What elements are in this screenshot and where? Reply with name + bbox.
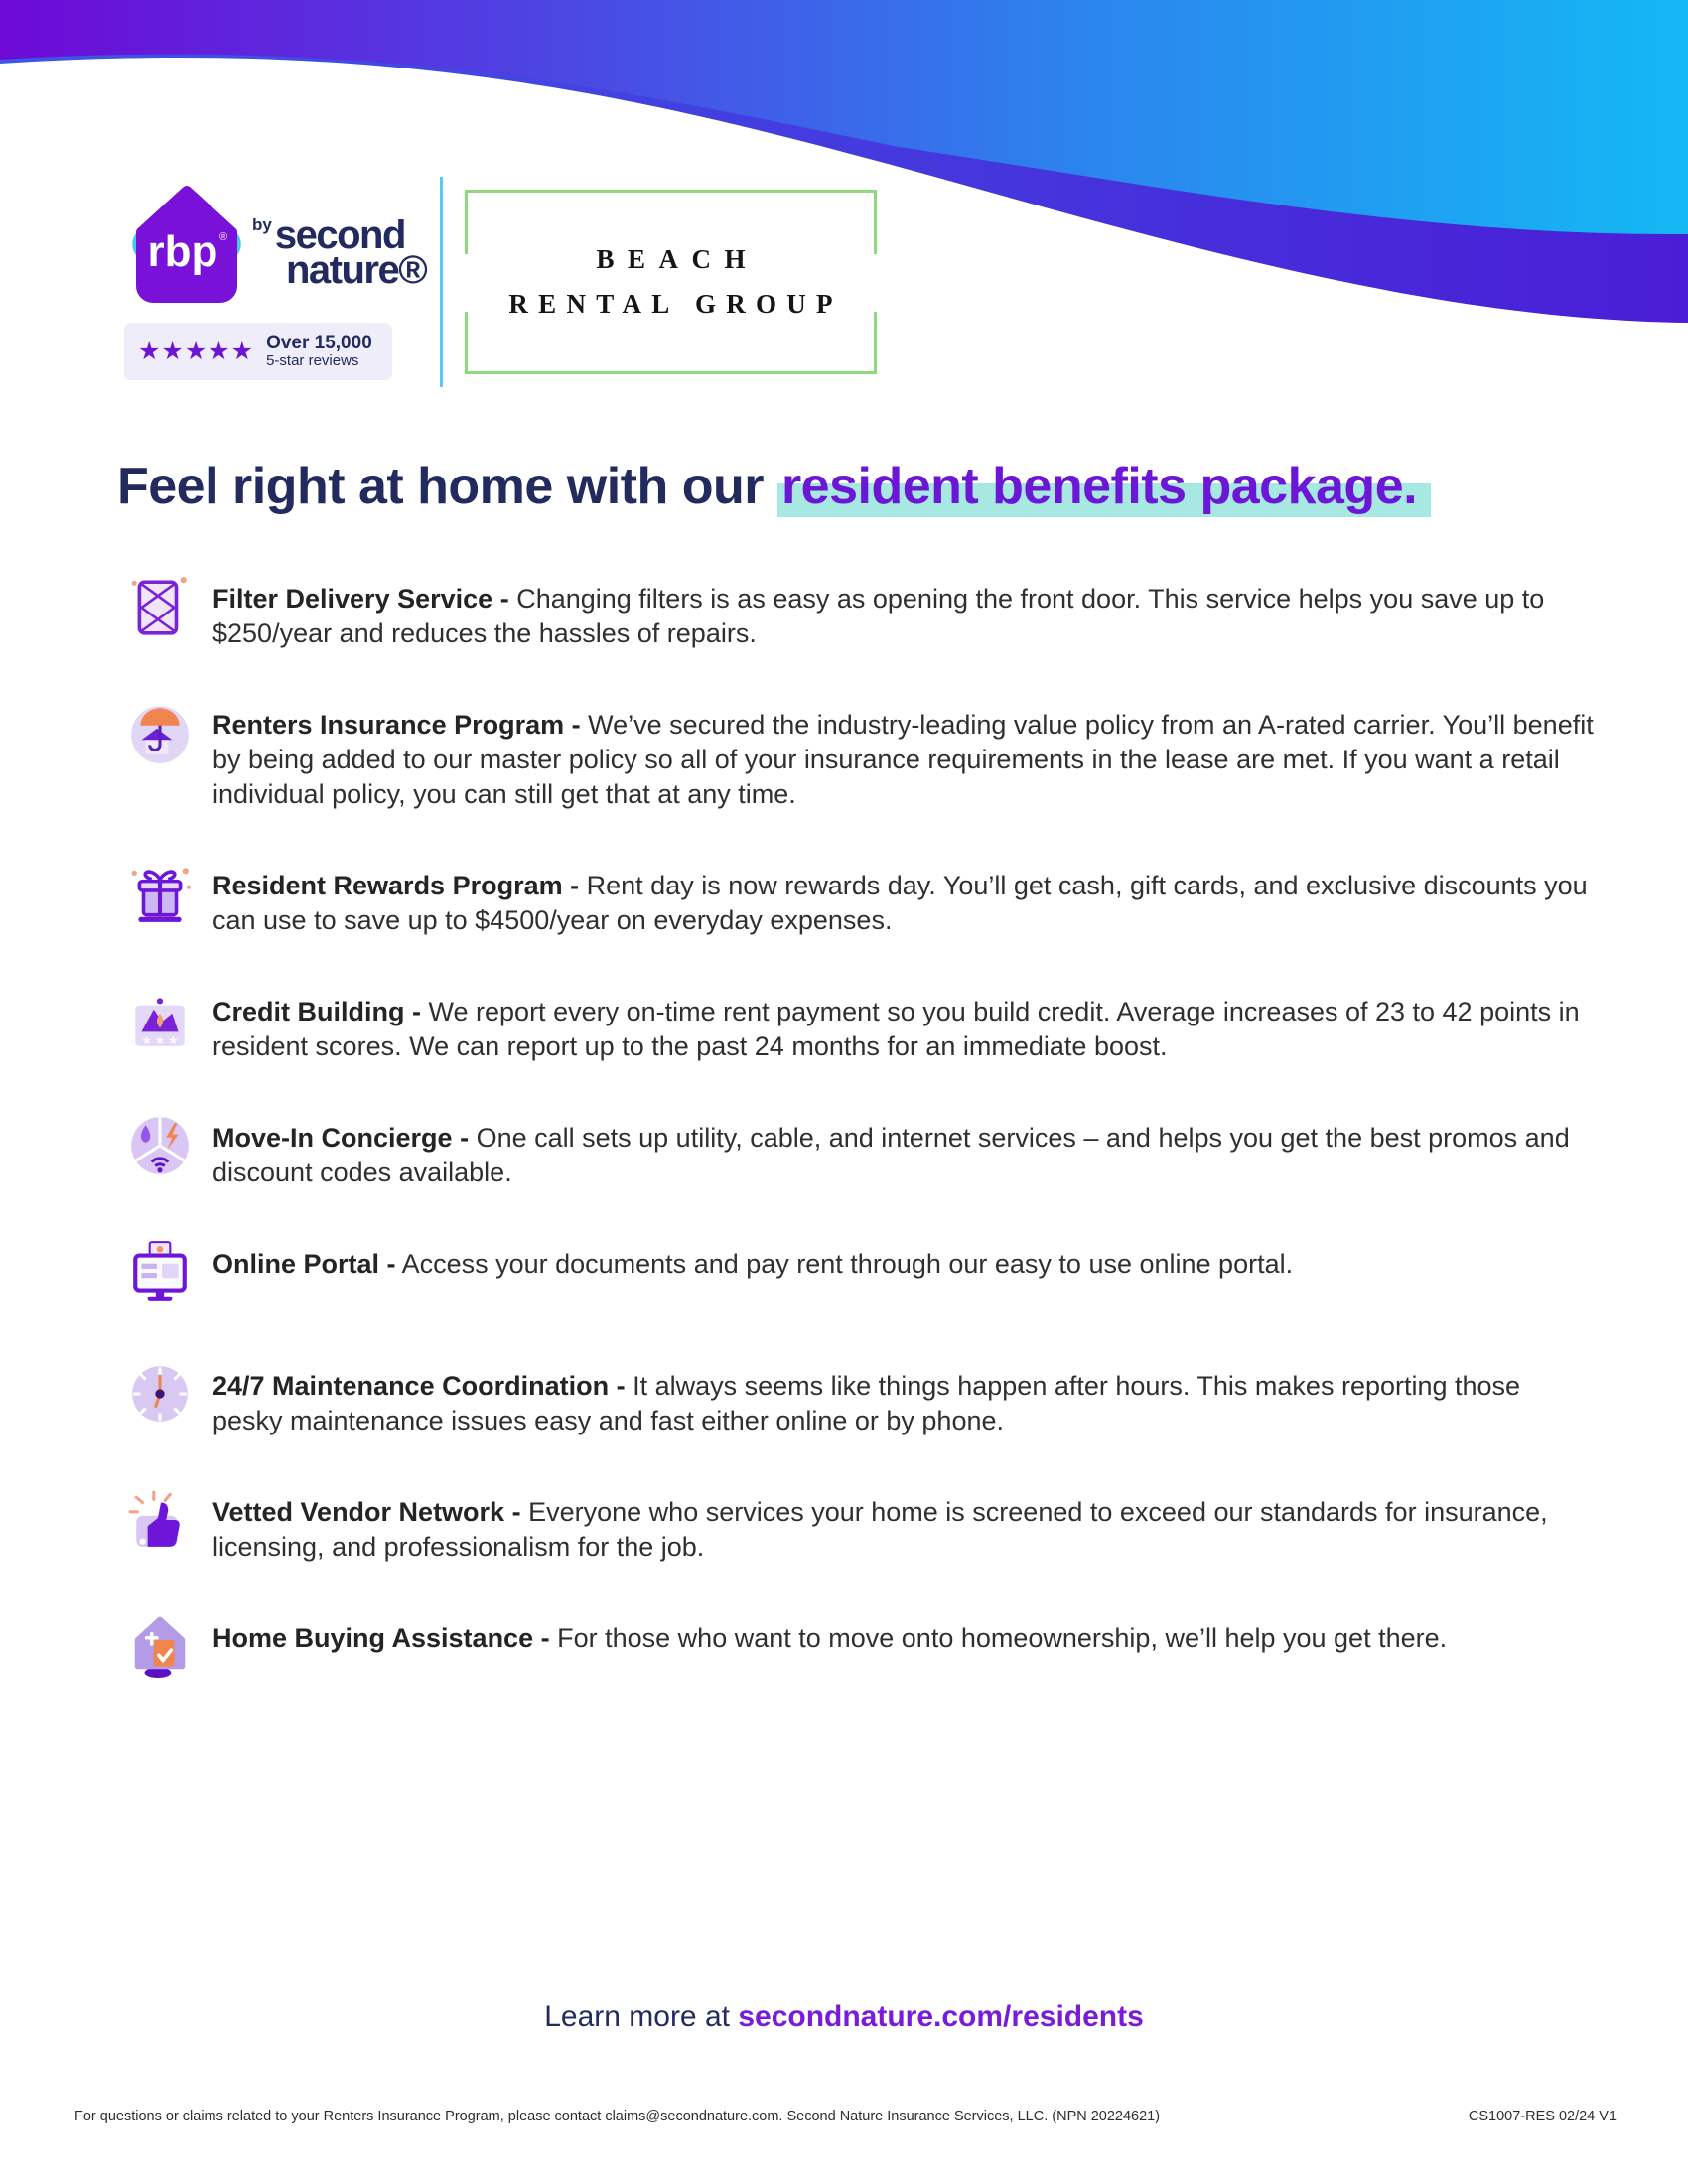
vertical-divider	[440, 177, 443, 387]
benefit-title: Vetted Vendor Network	[212, 1497, 505, 1527]
headline-prefix: Feel right at home with our	[117, 458, 764, 515]
benefit-description: It always seems like things happen after hours. This makes reporting those pesky maintenance issues easy and fast either online or by phone.	[212, 1371, 1521, 1435]
benefit-description: Changing filters is as easy as opening the front door. This service helps you save up to $250/year and reduces the hassles of repairs.	[212, 584, 1545, 648]
rbp-logo-icon	[117, 177, 252, 318]
benefit-title: 24/7 Maintenance Coordination	[212, 1371, 610, 1401]
benefit-item-filter-delivery: Filter Delivery Service - Changing filters is as easy as opening the front door. This service helps you save up to $250/year and reduces the hassles of repairs.	[127, 582, 1595, 651]
benefit-description: Everyone who services your home is screened to exceed our standards for insurance, licensing, and professionalism for the job.	[212, 1497, 1548, 1562]
learn-more-line	[0, 2000, 1688, 2034]
benefit-item-renters-insurance: Renters Insurance Program - We’ve secured the industry-leading value policy from an A-rated carrier. You’ll benefit by being added to our master policy so all of your insurance requirements in the lease are met. If you want a retail individual policy, you can still get that at any time.	[127, 708, 1595, 812]
benefit-description: For those who want to move onto homeownership, we’ll help you get there.	[557, 1623, 1448, 1653]
border-gap	[464, 254, 470, 312]
benefit-title: Home Buying Assistance	[212, 1623, 534, 1653]
monitor-icon	[127, 1239, 193, 1304]
benefit-title: Online Portal	[212, 1249, 380, 1279]
benefit-title: Resident Rewards Program	[212, 871, 563, 900]
benefit-item-move-in-concierge: Move-In Concierge - One call sets up utility, cable, and internet services – and helps you get the best promos and discount codes available.	[127, 1121, 1595, 1190]
border-gap	[872, 254, 878, 312]
benefit-item-credit-building: ★ ★ ★ Credit Building - We report every on-time rent payment so you build credit. Average increases of 23 to 42 points in resident scores. We can report up to the past 24 months for an immediate boost.	[127, 995, 1595, 1064]
second-nature-wordmark	[252, 213, 427, 293]
partner-name-line1: BEACH	[596, 244, 760, 274]
thumbs-up-icon	[127, 1487, 193, 1553]
benefit-title: Renters Insurance Program	[212, 710, 565, 740]
rbp-registered-mark: ®	[219, 231, 228, 243]
benefit-description: We’ve secured the industry-leading value policy from an A-rated carrier. You’ll benefit by being added to our master policy so all of your insurance requirements in the lease are met. If you want a retail individual policy, you can still get that at any time.	[212, 710, 1594, 809]
benefit-description: Rent day is now rewards day. You’ll get cash, gift cards, and exclusive discounts you can use to save up to $4500/year on everyday expenses.	[212, 871, 1588, 935]
gift-icon	[127, 861, 193, 926]
partner-name-line2: RENTAL GROUP	[508, 289, 843, 319]
credit-badge-icon	[127, 987, 193, 1052]
benefit-item-vendor-network: Vetted Vendor Network - Everyone who services your home is screened to exceed our standards for insurance, licensing, and professionalism for the job.	[127, 1495, 1595, 1565]
benefit-title: Credit Building	[212, 997, 405, 1026]
benefit-description: Access your documents and pay rent through our easy to use online portal.	[401, 1249, 1294, 1279]
brand-line2: nature®	[286, 248, 427, 293]
rbp-logo-text: rbp	[147, 227, 218, 276]
insurance-disclaimer: For questions or claims related to your Renters Insurance Program, please contact claims@secondnature.com. Second Nature Insurance Services, LLC. (NPN 20224621)	[74, 2109, 1161, 2124]
clock-icon	[127, 1361, 193, 1427]
benefit-title: Filter Delivery Service	[212, 584, 493, 614]
benefit-title: Move-In Concierge	[212, 1123, 453, 1153]
benefit-item-maintenance: 24/7 Maintenance Coordination - It always seems like things happen after hours. This makes reporting those pesky maintenance issues easy and fast either online or by phone.	[127, 1369, 1595, 1438]
benefit-item-home-buying: Home Buying Assistance - For those who want to move onto homeownership, we’ll help you get there.	[127, 1621, 1595, 1687]
learn-more-prefix: Learn more at	[544, 2000, 730, 2033]
benefit-description: One call sets up utility, cable, and internet services – and helps you get the best promos and discount codes available.	[212, 1123, 1570, 1187]
benefit-item-resident-rewards: Resident Rewards Program - Rent day is now rewards day. You’ll get cash, gift cards, and exclusive discounts you can use to save up to $4500/year on everyday expenses.	[127, 869, 1595, 938]
svg-text:★ ★ ★: ★ ★ ★	[141, 1034, 179, 1047]
reviews-count: Over 15,000	[266, 332, 372, 353]
partner-logo-box	[465, 190, 877, 374]
headline-highlight: resident benefits package.	[777, 458, 1431, 519]
benefits-list	[127, 582, 1595, 1687]
air-filter-icon	[127, 574, 193, 639]
secondnature-residents-link[interactable]: secondnature.com/residents	[738, 2000, 1144, 2033]
utilities-icon	[127, 1113, 193, 1178]
brand-line1: second	[274, 213, 405, 257]
reviews-badge	[124, 323, 392, 380]
page-title	[117, 457, 1431, 516]
benefit-item-online-portal: Online Portal - Access your documents and pay rent through our easy to use online portal.	[127, 1247, 1595, 1312]
five-stars-icon: ★★★★★	[138, 338, 255, 365]
by-label: by	[252, 215, 272, 234]
umbrella-house-icon	[127, 700, 193, 765]
document-code: CS1007-RES 02/24 V1	[1468, 2109, 1617, 2124]
home-check-icon	[127, 1613, 193, 1679]
reviews-caption: 5-star reviews	[266, 352, 359, 370]
benefit-description: We report every on-time rent payment so you build credit. Average increases of 23 to 42 points in resident scores. We can report up to the past 24 months for an immediate boost.	[212, 997, 1580, 1061]
